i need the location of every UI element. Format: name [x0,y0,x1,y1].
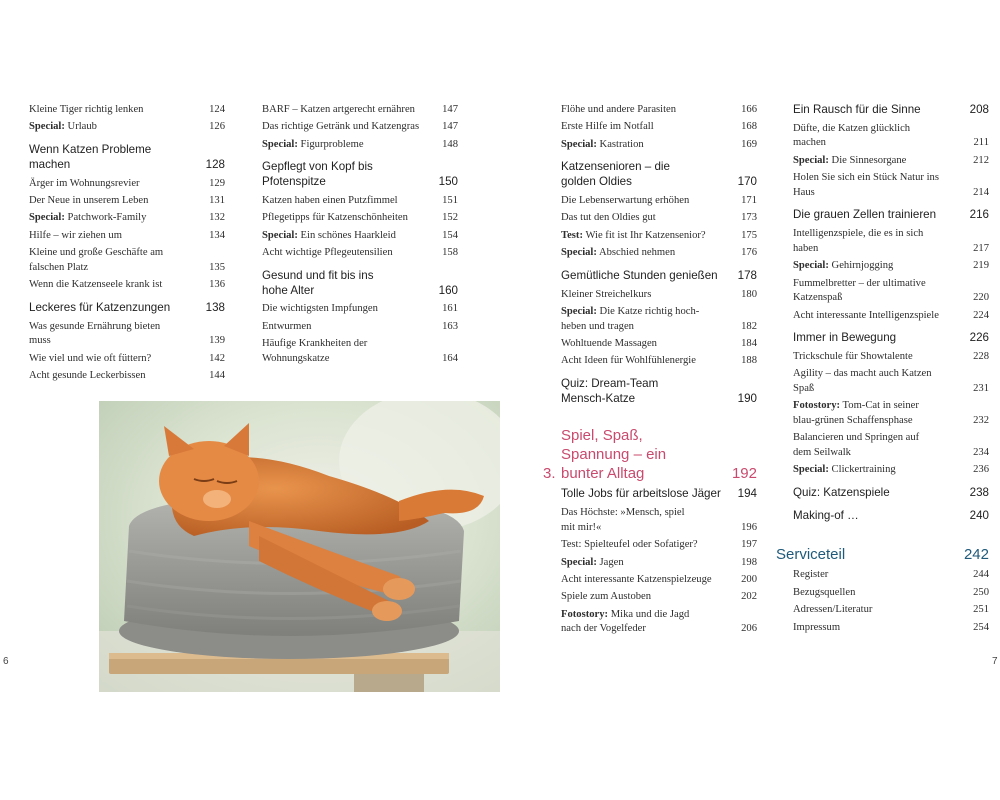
toc-heading-title: Wenn Katzen Probleme machen [29,142,152,171]
toc-heading-title: Ein Rausch für die Sinne [793,103,921,116]
toc-entry[interactable] [793,603,989,618]
toc-heading-title: Quiz: Dream-Team Mensch-Katze [561,376,659,405]
toc-entry[interactable] [561,538,757,553]
toc-entry-title: Pflegetipps für Katzenschönheiten [262,212,408,224]
toc-heading-page: 160 [438,283,458,297]
toc-entry-page: 234 [973,446,989,458]
toc-entry-page: 139 [209,335,225,347]
toc-heading-title: Immer in Bewegung [793,331,897,345]
toc-entry[interactable] [29,320,225,349]
toc-entry-title: Erste Hilfe im Notfall [561,121,654,133]
toc-section-heading[interactable] [29,301,225,316]
toc-entry-title: Acht interessante Intelligenzspiele [793,309,939,321]
toc-entry-page: 169 [741,138,757,150]
toc-entry-title: Mika und die Jagd nach der Vogelfeder [561,608,690,635]
toc-entry-title: Bezugsquellen [793,586,856,598]
toc-heading-page: 170 [737,175,757,189]
toc-entry[interactable] [561,556,757,571]
toc-entry-page: 163 [442,320,458,332]
toc-entry-title: Ärger im Wohnungsrevier [29,177,140,189]
toc-entry-title: Entwurmen [262,320,312,332]
toc-entry-prefix: Special: [561,305,597,317]
toc-entry-title: Die Lebenserwartung erhöhen [561,194,690,206]
toc-entry-page: 217 [973,242,989,254]
toc-heading-title: Leckeres für Katzenzungen [29,300,171,314]
toc-entry-page: 232 [973,414,989,426]
toc-entry[interactable] [793,431,989,460]
toc-section-heading[interactable] [262,269,458,299]
toc-entry[interactable] [793,227,989,256]
toc-entry-page: 151 [442,194,458,206]
toc-entry-page: 188 [741,355,757,367]
toc-entry-prefix: Special: [561,247,597,259]
toc-entry-title: Kleiner Streichelkurs [561,288,652,300]
toc-entry-title: Katzen haben einen Putzfimmel [262,194,398,206]
toc-entry-page: 244 [973,569,989,581]
toc-entry-page: 250 [973,586,989,598]
toc-entry-page: 220 [973,292,989,304]
toc-section-heading[interactable] [793,208,989,223]
toc-entry-title: Trickschule für Showtalente [793,350,913,362]
toc-column-3 [543,103,757,640]
toc-entry-title: Acht interessante Katzenspielzeuge [561,574,712,586]
toc-entry-page: 198 [741,556,757,568]
toc-heading-page: 128 [205,157,225,171]
toc-heading-page: 150 [438,175,458,189]
toc-entry-prefix: Test: [561,229,583,241]
toc-entry-title: Balancieren und Springen auf dem Seilwalk [793,432,920,458]
toc-entry-page: 254 [973,621,989,633]
toc-entry-prefix: Special: [262,138,298,150]
toc-entry[interactable] [793,586,989,601]
toc-section-heading[interactable] [561,377,757,407]
toc-heading-title: Quiz: Katzenspiele [793,485,890,499]
toc-entry-title: Gehirnjogging [828,260,894,272]
toc-entry[interactable] [29,229,225,244]
toc-entry-page: 211 [973,137,989,149]
toc-entry[interactable] [561,138,757,153]
toc-heading-title: Making-of … [793,508,859,522]
toc-entry-title: Das Höchste: »Mensch, spiel mit mir!« [561,507,685,533]
toc-section-heading[interactable] [793,509,989,524]
toc-entry[interactable] [793,122,989,151]
toc-heading-page: 208 [969,103,989,116]
toc-entry-title: Spiele zum Austoben [561,591,652,603]
toc-entry-page: 161 [442,303,458,315]
toc-entry-page: 136 [209,279,225,291]
chapter-page: 192 [731,465,757,483]
toc-entry[interactable] [561,246,757,261]
toc-entry[interactable] [793,350,989,365]
toc-entry-page: 231 [973,382,989,394]
toc-entry-title: Acht Ideen für Wohlfühlenergie [561,355,696,367]
toc-entry-prefix: Special: [561,556,597,568]
page-number-right: 7 [992,656,998,667]
toc-entry[interactable] [29,103,225,118]
toc-entry[interactable] [29,278,225,293]
toc-entry-title: Intelligenzspiele, die es in sich haben [793,228,924,254]
toc-entry-page: 176 [741,247,757,259]
toc-entry-title: Tom-Cat in seiner blau-grünen Schaffensphase [793,400,919,426]
toc-entry[interactable] [793,367,989,396]
toc-entry[interactable] [793,568,989,583]
toc-entry-prefix: Special: [793,154,829,166]
toc-section-heading[interactable] [793,331,989,346]
toc-entry[interactable] [561,103,757,118]
toc-entry-page: 184 [741,337,757,349]
toc-entry-page: 147 [442,104,458,115]
toc-entry-page: 132 [209,212,225,224]
toc-entry-title: Wohltuende Massagen [561,337,657,349]
toc-entry-page: 200 [741,574,757,586]
toc-entry-prefix: Fotostory: [561,608,609,620]
toc-entry-prefix: Special: [29,212,65,224]
toc-entry-title: Hilfe – wir ziehen um [29,229,122,241]
toc-entry[interactable] [29,369,225,384]
toc-entry-page: 129 [209,177,225,189]
toc-entry[interactable] [561,337,757,352]
toc-entry[interactable] [29,194,225,209]
toc-entry[interactable] [29,120,225,135]
toc-entry[interactable] [793,259,989,274]
toc-entry-page: 206 [741,623,757,635]
toc-entry-title: Test: Spielteufel oder Sofatiger? [561,539,698,551]
toc-service-heading[interactable] [776,545,989,564]
toc-entry-title: Holen Sie sich ein Stück Natur ins Haus [793,172,939,198]
toc-entry-page: 158 [442,247,458,259]
toc-entry-page: 152 [442,212,458,224]
toc-entry-title: Ein schönes Haarkleid [297,229,396,241]
toc-entry[interactable] [262,138,458,153]
chapter-title: Spiel, Spaß, Spannung – ein bunter Alltag [561,427,667,483]
toc-entry[interactable] [793,154,989,169]
toc-entry[interactable] [262,211,458,226]
toc-entry-page: 154 [442,229,458,241]
toc-entry-page: 124 [209,104,225,115]
toc-entry[interactable] [561,573,757,588]
toc-entry[interactable] [262,103,458,118]
toc-entry-page: 202 [741,591,757,603]
toc-chapter-heading[interactable] [543,426,757,483]
toc-entry-page: 228 [973,350,989,362]
toc-entry-title: Die Katze richtig hoch-heben und tragen [561,305,700,332]
toc-entry[interactable] [561,288,757,303]
toc-entry-title: BARF – Katzen artgerecht ernähren [262,104,415,115]
toc-entry-page: 219 [973,260,989,272]
toc-entry-title: Häufige Krankheiten der Wohnungskatze [262,338,368,364]
toc-entry-title: Kleine und große Geschäfte am falschen Platz [29,247,164,273]
toc-entry-title: Impressum [793,621,841,633]
toc-heading-page: 238 [969,485,989,499]
toc-entry-title: Wie fit ist Ihr Katzensenior? [582,229,706,241]
toc-entry-title: Wenn die Katzenseele krank ist [29,279,163,291]
toc-entry-page: 212 [973,154,989,166]
toc-entry-title: Wie viel und wie oft füttern? [29,352,152,364]
toc-entry-title: Düfte, die Katzen glücklich machen [793,122,911,149]
sleeping-cat-image [99,401,500,692]
toc-entry[interactable] [29,211,225,226]
toc-entry[interactable] [793,309,989,324]
toc-entry-prefix: Special: [262,229,298,241]
toc-entry-page: 214 [973,186,989,198]
toc-section-heading[interactable] [793,486,989,501]
toc-entry-title: Acht wichtige Pflegeutensilien [262,247,393,259]
cat-photo [99,401,500,692]
toc-section-heading[interactable] [561,160,757,190]
toc-entry-page: 147 [442,121,458,133]
toc-entry[interactable] [793,399,989,428]
toc-entry-page: 168 [741,121,757,133]
toc-entry-title: Abschied nehmen [596,247,676,259]
toc-entry[interactable] [561,194,757,209]
toc-entry-page: 164 [442,352,458,364]
toc-entry-title: Agility – das macht auch Katzen Spaß [793,368,932,394]
toc-entry[interactable] [793,621,989,636]
page-number-left: 6 [3,656,9,667]
toc-heading-title: Gemütliche Stunden genießen [561,268,718,282]
toc-entry-page: 180 [741,288,757,300]
toc-entry[interactable] [561,229,757,244]
toc-entry-page: 175 [741,229,757,241]
service-page: 242 [963,546,989,564]
toc-section-heading[interactable] [793,103,989,118]
toc-column-1 [29,103,225,386]
toc-entry-title: Die Sinnesorgane [828,154,907,166]
toc-entry-prefix: Fotostory: [793,400,841,412]
toc-entry-title: Jagen [596,556,624,568]
toc-entry-title: Kleine Tiger richtig lenken [29,104,144,115]
toc-entry-title: Fummelbretter – der ultimative Katzenspaß [793,277,926,304]
toc-entry[interactable] [561,354,757,369]
toc-entry-prefix: Special: [29,121,65,133]
toc-entry-title: Der Neue in unserem Leben [29,194,149,206]
toc-heading-page: 216 [969,208,989,222]
toc-entry-page: 251 [973,604,989,616]
toc-entry-page: 142 [209,352,225,364]
toc-entry[interactable] [561,120,757,135]
toc-entry-prefix: Special: [561,138,597,150]
toc-entry-page: 131 [209,194,225,206]
toc-section-heading[interactable] [561,269,757,284]
toc-entry[interactable] [29,246,225,275]
toc-heading-title: Tolle Jobs für arbeitslose Jäger [561,487,721,501]
toc-entry[interactable] [262,320,458,335]
toc-entry-page: 166 [741,104,757,115]
toc-entry[interactable] [561,211,757,226]
toc-entry-page: 182 [741,320,757,332]
toc-entry-title: Was gesunde Ernährung bieten muss [29,320,161,347]
toc-entry-title: Clickertraining [828,464,896,476]
toc-entry[interactable] [262,302,458,317]
toc-entry-title: Patchwork-Family [64,212,147,224]
toc-entry-page: 224 [973,309,989,321]
toc-entry-page: 197 [741,539,757,551]
toc-entry-page: 173 [741,212,757,224]
toc-heading-title: Gepflegt von Kopf bis Pfotenspitze [262,160,373,189]
toc-heading-page: 226 [969,331,989,345]
toc-entry-title: Acht gesunde Leckerbissen [29,369,146,381]
toc-section-heading[interactable] [29,143,225,173]
toc-entry-title: Das tut den Oldies gut [561,212,656,224]
toc-entry-title: Flöhe und andere Parasiten [561,104,677,115]
toc-entry[interactable] [793,277,989,306]
toc-entry-prefix: Special: [793,464,829,476]
toc-heading-page: 178 [737,268,757,282]
toc-entry-prefix: Special: [793,260,829,272]
toc-entry-page: 236 [973,464,989,476]
toc-entry-page: 148 [442,138,458,150]
toc-heading-title: Die grauen Zellen trainieren [793,208,937,222]
toc-entry[interactable] [793,463,989,478]
toc-column-2 [262,103,458,369]
toc-entry[interactable] [561,506,757,535]
toc-heading-page: 138 [205,300,225,314]
toc-entry[interactable] [561,305,757,334]
toc-entry-title: Adressen/Literatur [793,604,873,616]
toc-heading-page: 240 [969,508,989,522]
toc-entry[interactable] [262,194,458,209]
toc-entry-page: 126 [209,121,225,133]
toc-column-4 [776,103,989,638]
toc-entry-title: Die wichtigsten Impfungen [262,303,378,315]
toc-entry[interactable] [262,337,458,366]
toc-entry[interactable] [262,246,458,261]
toc-section-heading[interactable] [561,487,757,502]
toc-entry[interactable] [29,177,225,192]
toc-entry[interactable] [561,608,757,637]
toc-entry-title: Das richtige Getränk und Katzengras [262,121,420,133]
toc-entry[interactable] [561,590,757,605]
toc-entry-title: Register [793,569,829,581]
toc-entry-title: Urlaub [64,121,97,133]
toc-entry[interactable] [29,352,225,367]
toc-entry-page: 171 [741,194,757,206]
toc-heading-title: Gesund und fit bis ins hohe Alter [262,268,374,297]
toc-entry-title: Figurprobleme [297,138,364,150]
toc-heading-title: Katzensenioren – die golden Oldies [561,160,670,189]
toc-entry[interactable] [262,229,458,244]
toc-entry-page: 196 [741,521,757,533]
toc-entry[interactable] [793,171,989,200]
toc-section-heading[interactable] [262,160,458,190]
service-title: Serviceteil [776,546,846,564]
toc-entry[interactable] [262,120,458,135]
toc-heading-page: 190 [737,391,757,405]
toc-entry-title: Kastration [596,138,644,150]
toc-entry-page: 135 [209,261,225,273]
toc-heading-page: 194 [737,487,757,501]
toc-entry-page: 144 [209,369,225,381]
toc-entry-page: 134 [209,229,225,241]
chapter-number: 3. [543,465,556,483]
